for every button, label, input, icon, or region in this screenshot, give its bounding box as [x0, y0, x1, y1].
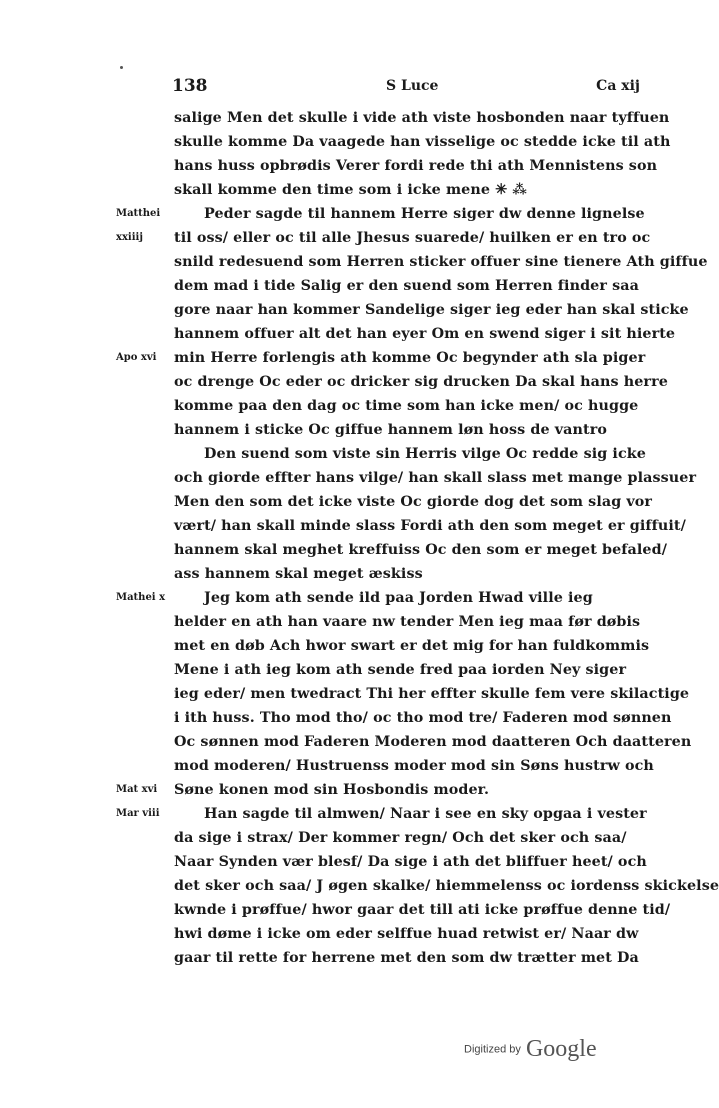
text-line: Den suend som viste sin Herris vilge Oc redde sig icke [204, 446, 646, 462]
google-logo: Google [525, 1036, 597, 1062]
text-line: och giorde effter hans vilge/ han skall slass met mange plassuer [174, 470, 697, 486]
text-line: dem mad i tide Salig er den suend som Herren finder saa [174, 278, 639, 294]
text-line: i ith huss. Tho mod tho/ oc tho mod tre/ Faderen mod sønnen [174, 710, 672, 726]
text-line: komme paa den dag oc time som han icke men/ oc hugge [174, 398, 639, 414]
text-line: hans huss opbrødis Verer fordi rede thi ath Mennistens son [174, 158, 658, 174]
text-line: snild redesuend som Herren sticker offuer sine tienere Ath giffue [174, 254, 708, 270]
text-line: skulle komme Da vaagede han visselige oc stedde icke til ath [174, 134, 671, 150]
text-line: skall komme den time som i icke mene ✳ ⁂ [174, 182, 528, 198]
text-line: Mene i ath ieg kom ath sende fred paa iorden Ney siger [174, 662, 627, 678]
margin-note: Apo xvi [116, 352, 157, 363]
text-line: hannem skal meghet kreffuiss Oc den som er meget befaled/ [174, 542, 668, 558]
stray-mark [120, 66, 123, 69]
chapter-label: Ca xij [596, 78, 640, 94]
text-line: salige Men det skulle i vide ath viste hosbonden naar tyffuen [174, 110, 670, 126]
text-line: Oc sønnen mod Faderen Moderen mod daatteren Och daatteren [174, 734, 692, 750]
text-line: vært/ han skall minde slass Fordi ath den som meget er giffuit/ [174, 518, 686, 534]
margin-note: Mar viii [116, 808, 160, 819]
text-line: mod moderen/ Hustruenss moder mod sin Søns hustrw och [174, 758, 654, 774]
margin-note: Matthei [116, 208, 161, 219]
margin-note: Mat xvi [116, 784, 158, 795]
digitized-by-google [464, 1036, 614, 1066]
margin-note: xxiiij [116, 232, 143, 243]
text-line: Han sagde til almwen/ Naar i see en sky opgaa i vester [204, 806, 647, 822]
text-line: Peder sagde til hannem Herre siger dw denne lignelse [204, 206, 645, 222]
page-number: 138 [172, 76, 208, 96]
text-line: ass hannem skal meget æskiss [174, 566, 423, 582]
margin-note: Mathei x [116, 592, 166, 603]
text-line: Søne konen mod sin Hosbondis moder. [174, 782, 490, 798]
running-header [150, 76, 640, 100]
text-line: min Herre forlengis ath komme Oc begynder ath sla piger [174, 350, 646, 366]
text-line: Jeg kom ath sende ild paa Jorden Hwad ville ieg [204, 590, 593, 606]
text-line: hannem offuer alt det han eyer Om en swend siger i sit hierte [174, 326, 676, 342]
text-line: det sker och saa/ J øgen skalke/ hiemmelenss oc iordenss skickelse [174, 878, 719, 894]
digitized-by-text: Digitized by [464, 1043, 521, 1056]
text-line: til oss/ eller oc til alle Jhesus suarede/ huilken er en tro oc [174, 230, 651, 246]
book-title: S Luce [386, 78, 439, 94]
text-line: gaar til rette for herrene met den som dw trætter met Da [174, 950, 639, 966]
text-line: da sige i strax/ Der kommer regn/ Och det sker och saa/ [174, 830, 627, 846]
text-line: ieg eder/ men twedract Thi her effter skulle fem vere skilactige [174, 686, 690, 702]
text-line: Men den som det icke viste Oc giorde dog det som slag vor [174, 494, 653, 510]
text-line: met en døb Ach hwor swart er det mig for han fuldkommis [174, 638, 650, 654]
text-line: Naar Synden vær blesf/ Da sige i ath det bliffuer heet/ och [174, 854, 647, 870]
text-line: kwnde i prøffue/ hwor gaar det till ati icke prøffue denne tid/ [174, 902, 671, 918]
text-line: helder en ath han vaare nw tender Men ieg maa før døbis [174, 614, 641, 630]
text-line: oc drenge Oc eder oc dricker sig drucken Da skal hans herre [174, 374, 668, 390]
text-line: gore naar han kommer Sandelige siger ieg eder han skal sticke [174, 302, 689, 318]
text-line: hannem i sticke Oc giffue hannem løn hoss de vantro [174, 422, 607, 438]
text-line: hwi døme i icke om eder selffue huad retwist er/ Naar dw [174, 926, 639, 942]
